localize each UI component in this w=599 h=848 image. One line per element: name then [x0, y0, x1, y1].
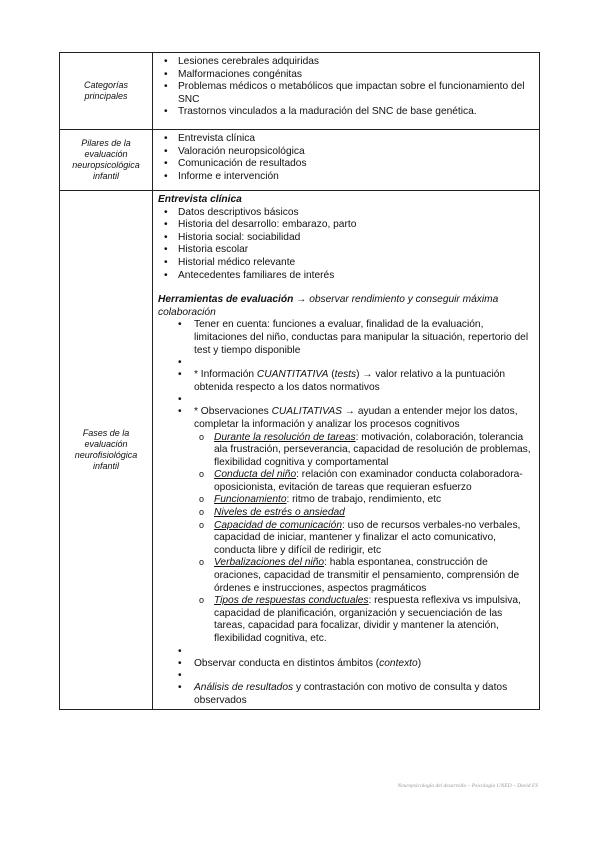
heading-note: → observar rendimiento y conseguir máxima colaboración	[158, 294, 499, 318]
bullet-list	[158, 56, 535, 119]
bullet-list	[158, 133, 535, 183]
bullet-list	[158, 207, 535, 283]
page-footer: Neuropsicología del desarrollo – Psicología UNED – David FS	[397, 783, 538, 789]
list-item: • Observar conducta en distintos ámbitos (contexto)	[158, 658, 535, 671]
category-cell: Fases de la evaluación neurofisiológica infantil	[60, 191, 153, 710]
list-item: • Valoración neuropsicológica	[158, 146, 535, 159]
bullet-list	[158, 319, 535, 431]
list-item: • Datos descriptivos básicos	[158, 207, 535, 220]
list-item: • Análisis de resultados y contrastación con motivo de consulta y datos observados	[158, 682, 535, 707]
list-item: • Antecedentes familiares de interés	[158, 270, 535, 283]
section-heading: Herramientas de evaluación	[158, 294, 294, 306]
sub-list-item: o Conducta del niño: relación con examinador conducta colaboradora-oposicionista, evitación de tareas que requieran esfuerzo	[158, 469, 535, 494]
table-row	[60, 191, 540, 710]
list-item: • Tener en cuenta: funciones a evaluar, finalidad de la evaluación, limitaciones del niño, conductas para manipular la situación, repertorio del test y tiempo disponible	[158, 319, 535, 357]
list-item: • Trastornos vinculados a la maduración del SNC de base genética.	[158, 106, 535, 119]
content-cell	[153, 53, 540, 130]
list-item: • Comunicación de resultados	[158, 158, 535, 171]
list-item: • Malformaciones congénitas	[158, 69, 535, 82]
section-heading-line	[158, 294, 535, 319]
sub-list-item: o Capacidad de comunicación: uso de recursos verbales-no verbales, capacidad de iniciar, mantener y finalizar el acto comunicativo, conducta libre y difícil de redirigir, etc	[158, 520, 535, 558]
list-item: • Historial médico relevante	[158, 257, 535, 270]
content-cell	[153, 191, 540, 710]
list-item: • * Observaciones CUALITATIVAS → ayudan a entender mejor los datos, completar la información y analizar los procesos cognitivos	[158, 406, 535, 431]
section-heading: Entrevista clínica	[158, 194, 242, 205]
table-row	[60, 130, 540, 191]
category-cell: Categorías principales	[60, 53, 153, 130]
sub-bullet-list	[158, 432, 535, 646]
content-cell	[153, 130, 540, 191]
sub-list-item: o Durante la resolución de tareas: motivación, colaboración, tolerancia ala frustración, perseverancia, capacidad de resolución de problemas, flexibilidad cognitiva y comportamental	[158, 432, 535, 470]
sub-list-item: o Verbalizaciones del niño: habla espontanea, construcción de oraciones, capacidad de transmitir el pensamiento, comprensión de órdenes e instrucciones, aspectos pragmáticos	[158, 557, 535, 595]
sub-list-item: o Tipos de respuestas conductuales: respuesta reflexiva vs impulsiva, capacidad de planificación, organización y secuenciación de las tareas, capacidad para focalizar, dividir y mantener la atención, flexibilidad cognitiva, etc.	[158, 595, 535, 645]
category-cell: Pilares de la evaluación neuropsicológica infantil	[60, 130, 153, 191]
list-item: • * Información CUANTITATIVA (tests) → valor relativo a la puntuación obtenida respecto a los datos normativos	[158, 369, 535, 394]
list-item: • Historia social: sociabilidad	[158, 232, 535, 245]
bullet-list	[158, 646, 535, 708]
list-item: • Historia del desarrollo: embarazo, parto	[158, 219, 535, 232]
list-item: • Problemas médicos o metabólicos que impactan sobre el funcionamiento del SNC	[158, 81, 535, 106]
list-item: • Informe e intervención	[158, 171, 535, 184]
table-row	[60, 53, 540, 130]
list-item: • Historia escolar	[158, 244, 535, 257]
list-item: • Lesiones cerebrales adquiridas	[158, 56, 535, 69]
list-item: • Entrevista clínica	[158, 133, 535, 146]
content-table	[59, 52, 540, 710]
sub-list-item: o Funcionamiento: ritmo de trabajo, rendimiento, etc	[158, 494, 535, 507]
sub-list-item: o Niveles de estrés o ansiedad	[158, 507, 535, 520]
